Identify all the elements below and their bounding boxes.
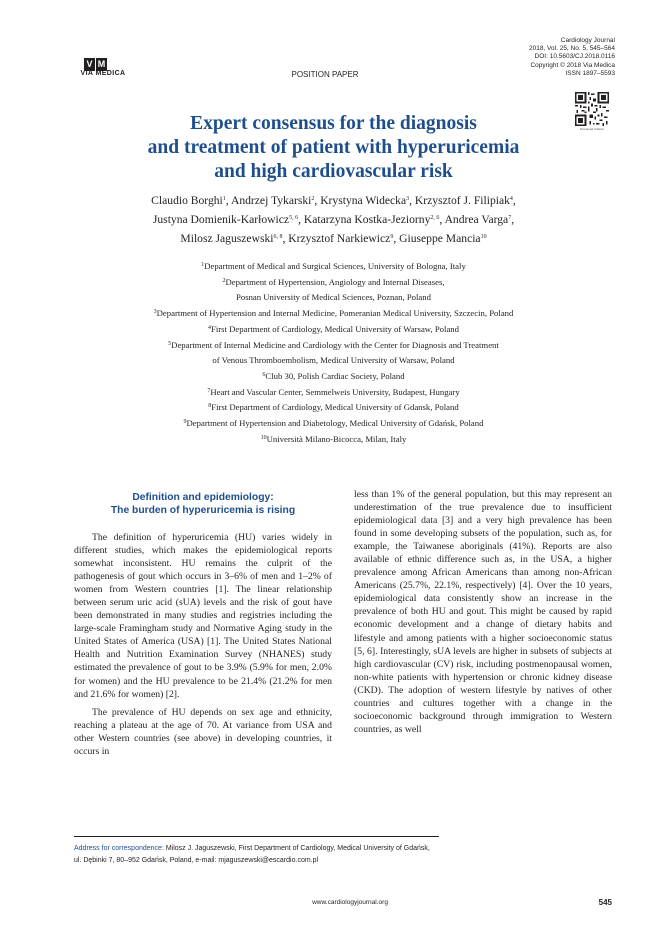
title-line-3: and high cardiovascular risk <box>214 161 453 182</box>
affiliation-text: Department of Hypertension and Diabetology, Medical University of Gdańsk, Poland <box>186 418 484 429</box>
affiliation-item <box>60 275 607 291</box>
logo-letter-m: M <box>97 59 106 69</box>
author-separator: , <box>511 213 515 226</box>
author-separator: , <box>439 213 445 226</box>
author-separator: , <box>282 232 289 245</box>
author-name: Krzysztof Narkiewicz <box>288 232 391 245</box>
author-name: Claudio Borghi <box>151 194 223 207</box>
affiliation-text: Università Milano-Bicocca, Milan, Italy <box>266 433 407 444</box>
journal-copyright: Copyright © 2018 Via Medica <box>530 61 615 69</box>
affiliation-number: 6 <box>262 371 266 378</box>
author-name: Justyna Domienik-Karłowicz <box>152 213 290 226</box>
affiliation-item <box>60 416 607 432</box>
paper-type-label: POSITION PAPER <box>291 70 359 79</box>
author-affiliation-ref: 7 <box>508 215 512 221</box>
correspondence-text-2[interactable]: ul. Dębinki 7, 80–952 Gdańsk, Poland, e-mail: mjaguszewski@escardio.com.pl <box>74 857 319 864</box>
correspondence-text-1: Milosz J. Jaguszewski, First Department of Cardiology, Medical University of Gdańsk, <box>163 845 430 852</box>
footnote-divider <box>74 836 439 837</box>
journal-issn: ISSN 1897–5593 <box>565 69 615 77</box>
affiliation-item <box>60 400 607 416</box>
body-paragraph: The prevalence of HU depends on sex age and ethnicity, reaching a plateau at the age of 70. At variance from USA and other Western countries (see above) in developing countries, it occurs in <box>74 706 332 757</box>
affiliation-number: 5 <box>168 340 172 347</box>
author-affiliation-ref: 10 <box>480 234 487 240</box>
correspondence-label: Address for correspondence: <box>74 845 164 852</box>
author-name: Giuseppe Mancia <box>399 232 481 245</box>
affiliation-text: Department of Medical and Surgical Sciences, University of Bologna, Italy <box>204 261 466 271</box>
author-name: Katarzyna Kostka-Jeziorny <box>303 213 431 226</box>
author-separator: , <box>409 194 415 207</box>
affiliation-text: Department of Internal Medicine and Cardiology with the Center for Diagnosis and Treatment <box>171 339 499 350</box>
affiliation-number: 9 <box>183 419 187 426</box>
affiliation-item <box>60 322 607 338</box>
journal-info <box>529 37 615 78</box>
affiliation-text: Posnan University of Medical Sciences, Poznan, Poland <box>236 292 431 303</box>
author-name: Milosz Jaguszewski <box>180 232 274 245</box>
author-affiliation-ref: 4 <box>509 196 513 202</box>
affiliation-text: First Department of Cardiology, Medical University of Gdansk, Poland <box>211 402 459 413</box>
author-affiliation-ref: 2, 6 <box>430 215 440 221</box>
affiliation-number: 1 <box>201 262 205 268</box>
author-affiliation-ref: 3 <box>406 196 410 202</box>
author-list <box>60 191 607 248</box>
affiliation-item <box>60 369 607 385</box>
affiliation-number: 10 <box>260 434 267 441</box>
journal-website-link[interactable]: www.cardiologyjournal.org <box>312 899 388 906</box>
author-name: Krystyna Widecka <box>320 194 407 207</box>
journal-doi: DOI: 10.5603/CJ.2018.0116 <box>534 53 615 61</box>
affiliation-item <box>60 306 607 322</box>
affiliation-number: 7 <box>207 387 211 394</box>
author-affiliation-ref: 2 <box>311 196 315 202</box>
author-name: Andrzej Tykarski <box>230 194 312 207</box>
body-paragraph: less than 1% of the general population, but this may represent an underestimation of the true prevalence due to insufficient epidemiological data [3] and a very high prevalence has been found in some developing subsets of the population, such as, for example, the Taiwanese aboriginals (41%). Reports are also available of ethnic difference such as, in the USA, a higher prevalence among African Americans than among non-African Americans (25.7%, 22.1%, respectively) [4]. Over the 10 years, epidemiological data consistently show an increase in the prevalence of both HU and gout. This might be caused by rapid economic development and a change of dietary habits and lifestyle and among patients with a higher socioeconomic status [5, 6]. Interestingly, sUA levels are higher in subsets of subjects at high cardiovascular (CV) risk, including postmenopausal women, non-white patients with hypertension or chronic kidney disease (CKD). The adoption of western lifestyle by natives of other countries and cultures together with a change in the socioeconomic background through immigration to Western countries, as well <box>354 489 612 735</box>
author-separator: , <box>393 232 400 245</box>
author-separator: , <box>512 194 516 207</box>
author-name: Andrea Varga <box>444 213 509 226</box>
affiliation-text: Club 30, Polish Cardiac Society, Poland <box>265 370 405 381</box>
affiliation-item <box>60 338 607 354</box>
correspondence-note <box>74 843 614 867</box>
affiliation-item <box>60 385 607 401</box>
author-separator: , <box>225 194 231 207</box>
author-affiliation-ref: 1 <box>222 196 226 202</box>
author-affiliation-ref: 5, 6 <box>289 215 299 221</box>
affiliation-number: 8 <box>208 403 212 410</box>
affiliation-text: Heart and Vascular Center, Semmelweis University, Budapest, Hungary <box>210 386 460 397</box>
qr-caption: Download Citation <box>579 127 605 131</box>
affiliation-number: 3 <box>153 309 157 316</box>
article-title <box>60 112 607 184</box>
author-affiliation-ref: 9 <box>390 234 394 240</box>
publisher-name: VIA MEDICA <box>80 70 126 77</box>
affiliation-number: 2 <box>222 277 226 284</box>
affiliation-item <box>60 432 607 448</box>
affiliation-number: 4 <box>208 324 212 331</box>
publisher-logo <box>84 54 124 68</box>
affiliation-item <box>60 353 607 369</box>
body-column-right <box>354 488 612 736</box>
author-separator: , <box>298 213 304 226</box>
affiliation-text: Department of Hypertension and Internal Medicine, Pomeranian Medical University, Szczecin, Poland <box>156 308 514 319</box>
author-affiliation-ref: 6, 8 <box>273 234 283 240</box>
body-column-left <box>74 531 332 758</box>
affiliation-list <box>60 259 607 447</box>
affiliation-item <box>60 259 607 275</box>
logo-letter-v: V <box>84 58 95 71</box>
affiliation-text: First Department of Cardiology, Medical University of Warsaw, Poland <box>211 323 459 334</box>
section-heading-line-2: The burden of hyperuricemia is rising <box>110 505 296 516</box>
journal-volume: 2018, Vol. 25, No. 5, 545–564 <box>528 45 615 53</box>
body-paragraph: The definition of hyperuricemia (HU) varies widely in different studies, which makes the epidemiological reports somewhat inconsistent. HU remains the culprit of the pathogenesis of gout which occurs in 3–6% of men and 1–2% of women from Western countries [1]. The linear relationship between serum uric acid (sUA) levels and the risk of gout have been demonstrated in many studies and registries including the large-scale Framingham study and Normative Aging study in the United States of America (USA) [1]. The United States National Health and Nutrition Examination Survey (NHANES) study estimated the prevalence of gout to be 3.9% (5.9% for men, 2.0% for women) and the HU prevalence to be 21.4% (21.2% for men and 21.6% for women) [2]. <box>74 532 332 700</box>
journal-name: Cardiology Journal <box>560 37 615 44</box>
section-heading <box>74 491 332 517</box>
affiliation-text: Department of Hypertension, Angiology and Internal Diseases, <box>225 276 445 287</box>
section-heading-line-1: Definition and epidemiology: <box>132 492 274 503</box>
affiliation-item <box>60 290 607 306</box>
author-separator: , <box>314 194 321 207</box>
title-line-1: Expert consensus for the diagnosis <box>190 113 477 134</box>
affiliation-text: of Venous Thromboembolism, Medical University of Warsaw, Poland <box>212 355 455 366</box>
title-line-2: and treatment of patient with hyperuricemia <box>147 137 520 158</box>
author-name: Krzysztof J. Filipiak <box>414 194 510 207</box>
page-number: 545 <box>598 898 612 907</box>
